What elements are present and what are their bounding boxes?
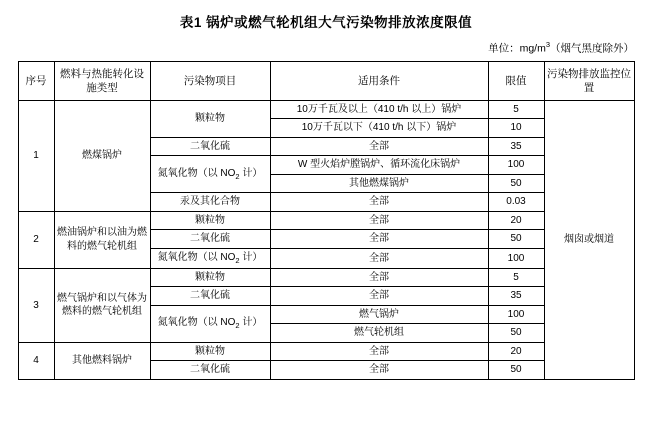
unit-note (0, 40, 652, 61)
facility-type-cell: 燃气锅炉和以气体为燃料的燃气轮机组 (54, 268, 150, 342)
pollutant-item-cell: 颗粒物 (150, 211, 270, 230)
condition-cell: 10万千瓦以下（410 t/h 以下）锅炉 (270, 119, 488, 138)
limit-cell: 5 (488, 268, 544, 287)
unit-note-suffix: （烟气黑度除外） (550, 42, 634, 55)
limit-cell: 10 (488, 119, 544, 138)
limit-cell: 50 (488, 361, 544, 380)
table-header-row (18, 61, 634, 100)
table-row (18, 342, 634, 361)
pollutant-item-cell: 二氧化硫 (150, 361, 270, 380)
column-header-no: 序号 (18, 61, 54, 100)
pollutant-item-cell: 二氧化硫 (150, 287, 270, 306)
limit-cell: 100 (488, 248, 544, 268)
pollutant-item-cell: 氮氧化物（以 $NO_2$ 计） (150, 156, 270, 193)
row-index-cell: 2 (18, 211, 54, 268)
condition-cell: 全部 (270, 230, 488, 249)
condition-cell: 全部 (270, 361, 488, 380)
page-title: 表1 锅炉或燃气轮机组大气污染物排放浓度限值 (179, 15, 473, 30)
condition-cell: 全部 (270, 211, 488, 230)
condition-cell: 燃气锅炉 (270, 305, 488, 324)
column-header-monitoring-position: 污染物排放监控位置 (544, 61, 634, 100)
condition-cell: 燃气轮机组 (270, 324, 488, 343)
condition-cell: 10万千瓦及以上（410 t/h 以上）锅炉 (270, 100, 488, 119)
table-row (18, 211, 634, 230)
column-header-condition: 适用条件 (270, 61, 488, 100)
condition-cell: 全部 (270, 342, 488, 361)
limit-cell: 0.03 (488, 193, 544, 212)
unit-note-exponent: 3 (545, 40, 550, 49)
unit-note-prefix: 单位：mg/m (488, 42, 546, 55)
limit-cell: 50 (488, 174, 544, 193)
emission-limits-table (18, 61, 635, 380)
table-row (18, 268, 634, 287)
row-index-cell: 1 (18, 100, 54, 211)
condition-cell: 其他燃煤锅炉 (270, 174, 488, 193)
pollutant-item-cell: 氮氧化物（以 $NO_2$ 计） (150, 248, 270, 268)
condition-cell: 全部 (270, 268, 488, 287)
limit-cell: 35 (488, 137, 544, 156)
facility-type-cell: 燃煤锅炉 (54, 100, 150, 211)
pollutant-item-cell: 颗粒物 (150, 342, 270, 361)
limit-cell: 20 (488, 211, 544, 230)
pollutant-item-cell: 二氧化硫 (150, 230, 270, 249)
column-header-pollutant-item: 污染物项目 (150, 61, 270, 100)
limit-cell: 20 (488, 342, 544, 361)
column-header-limit: 限值 (488, 61, 544, 100)
pollutant-item-cell: 汞及其化合物 (150, 193, 270, 212)
row-index-cell: 3 (18, 268, 54, 342)
monitoring-position-cell: 烟囱或烟道 (544, 100, 634, 379)
pollutant-item-cell: 颗粒物 (150, 268, 270, 287)
condition-cell: 全部 (270, 287, 488, 306)
pollutant-item-cell: 颗粒物 (150, 100, 270, 137)
facility-type-cell: 其他燃料锅炉 (54, 342, 150, 379)
condition-cell: 全部 (270, 137, 488, 156)
table-row (18, 100, 634, 119)
facility-type-cell: 燃油锅炉和以油为燃料的燃气轮机组 (54, 211, 150, 268)
pollutant-item-cell: 氮氧化物（以 $NO_2$ 计） (150, 305, 270, 342)
limit-cell: 100 (488, 305, 544, 324)
limit-cell: 5 (488, 100, 544, 119)
condition-cell: 全部 (270, 248, 488, 268)
pollutant-item-cell: 二氧化硫 (150, 137, 270, 156)
limit-cell: 100 (488, 156, 544, 175)
condition-cell: 全部 (270, 193, 488, 212)
limit-cell: 35 (488, 287, 544, 306)
condition-cell: W 型火焰炉膛锅炉、循环流化床锅炉 (270, 156, 488, 175)
limit-cell: 50 (488, 324, 544, 343)
row-index-cell: 4 (18, 342, 54, 379)
limit-cell: 50 (488, 230, 544, 249)
column-header-facility-type: 燃料与热能转化设施类型 (54, 61, 150, 100)
